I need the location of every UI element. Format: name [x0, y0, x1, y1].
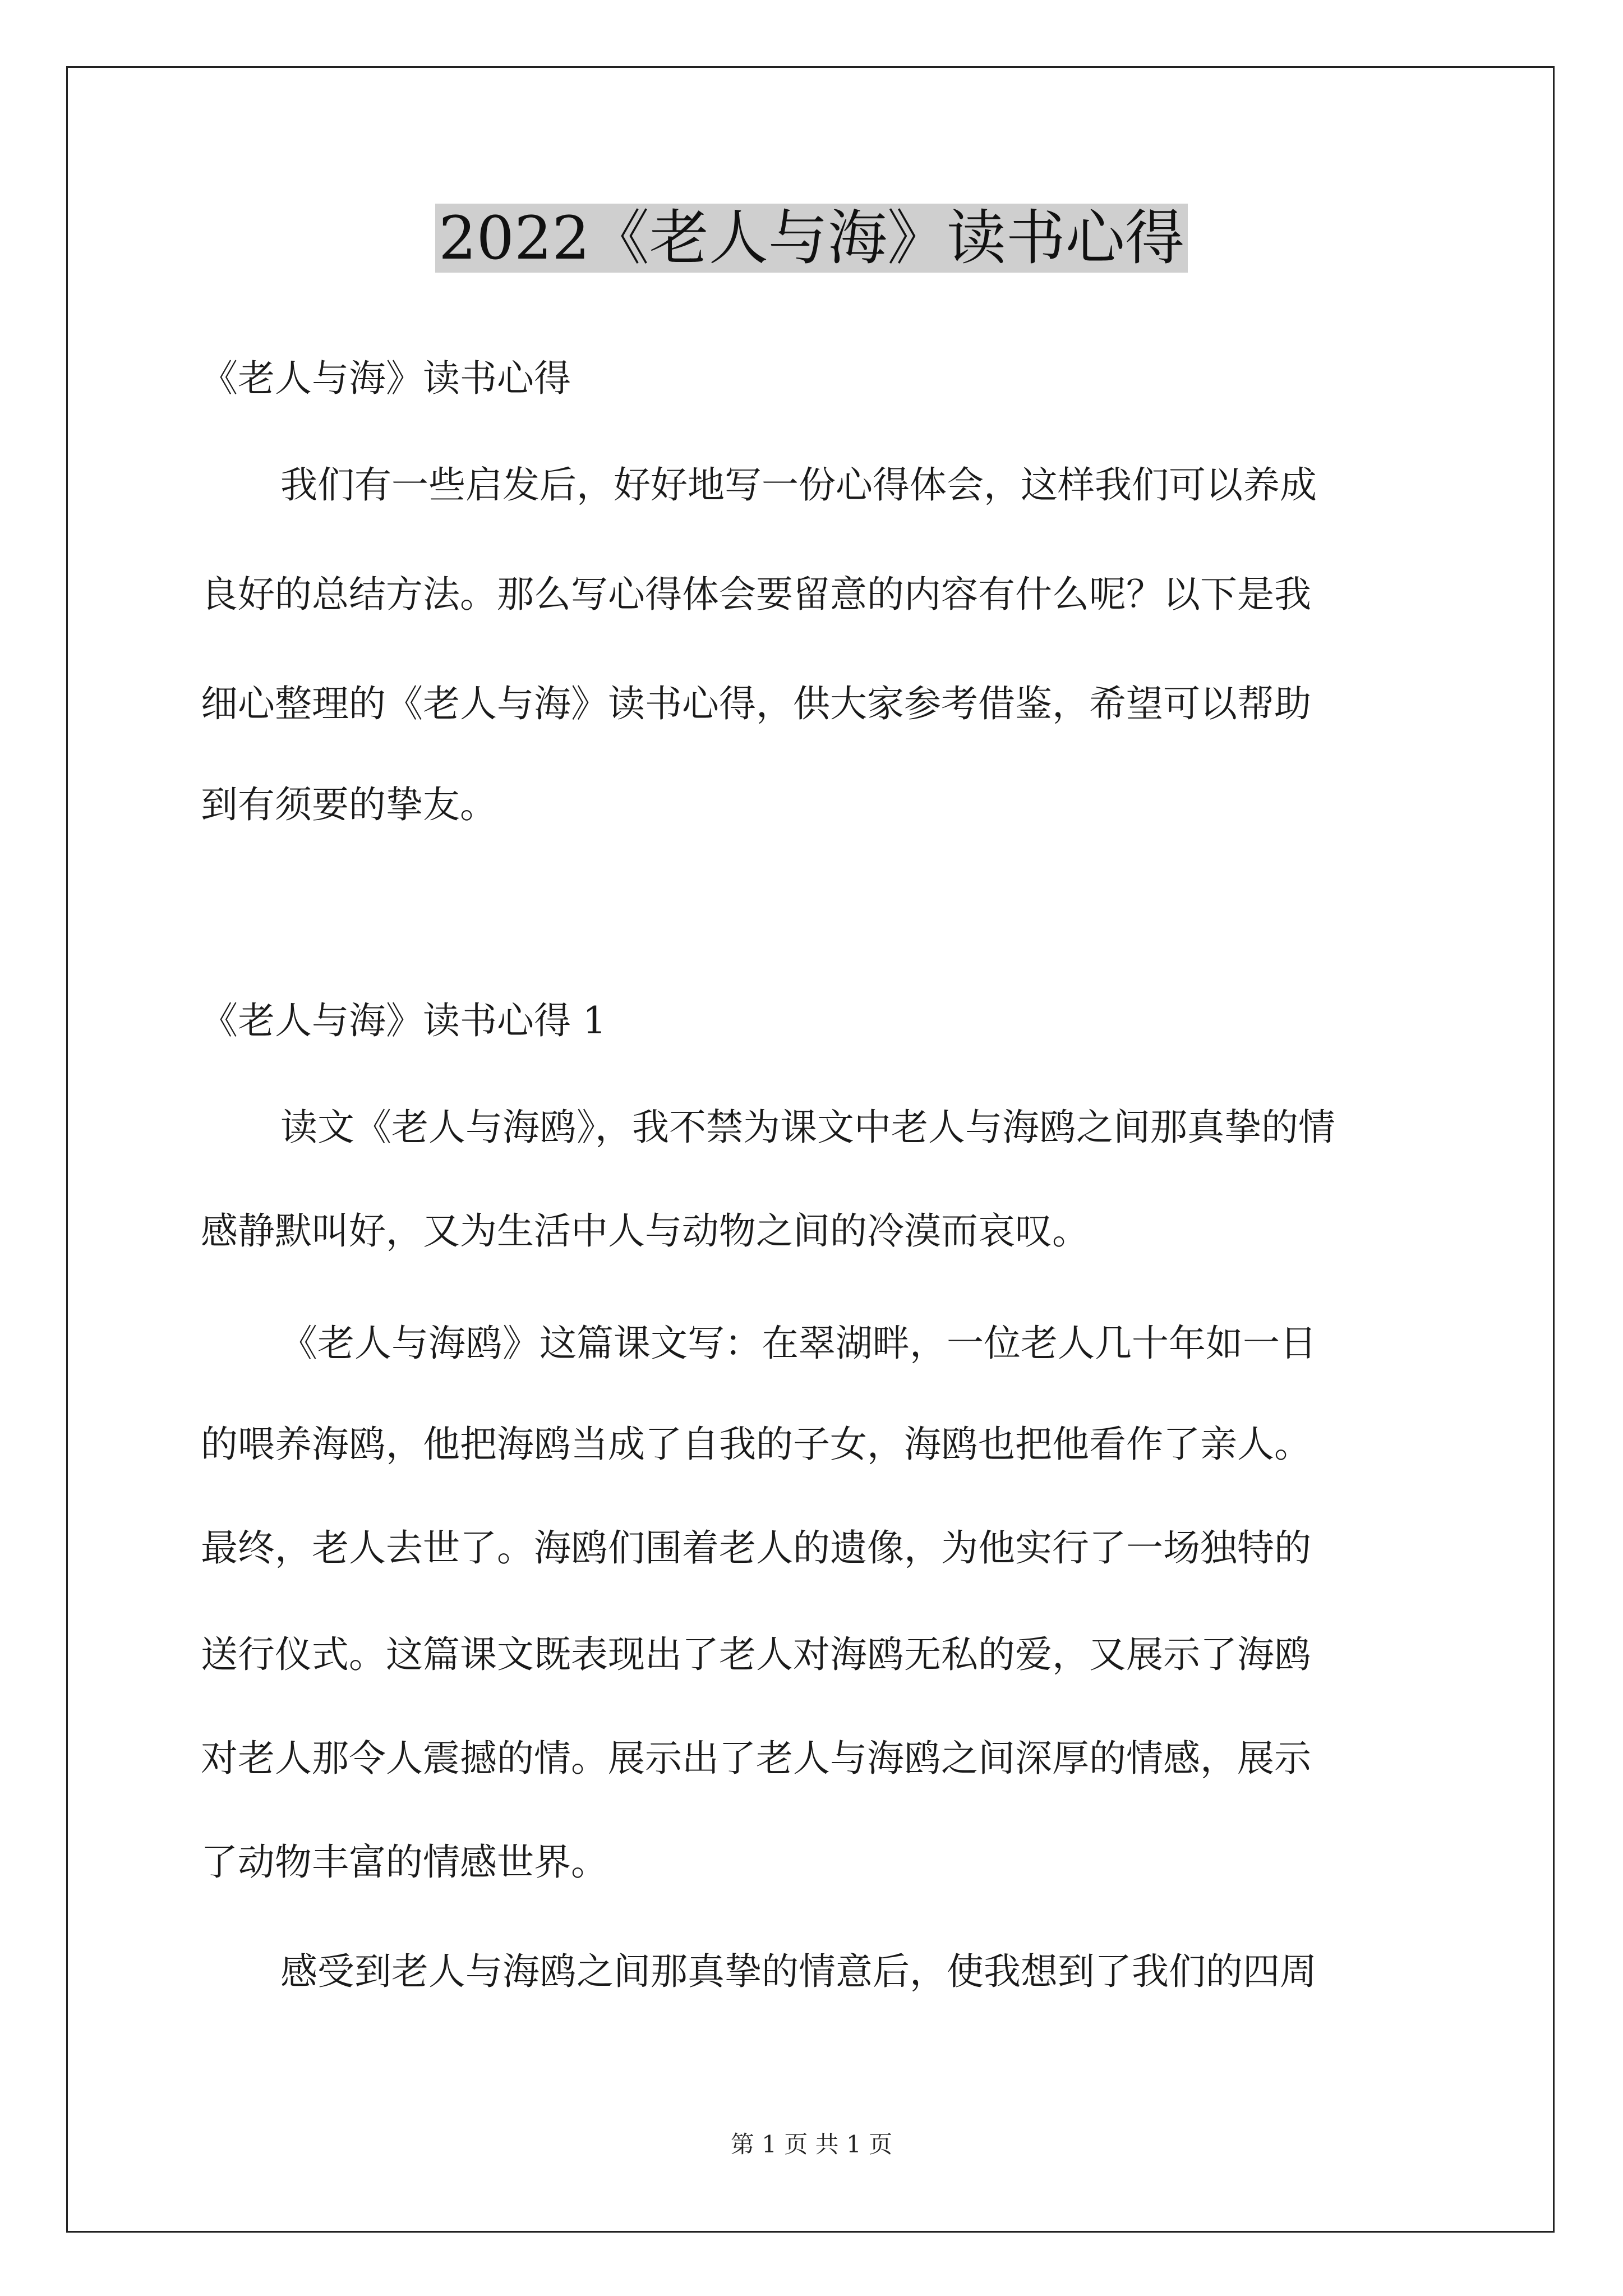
intro-line: 细心整理的《老人与海》读书心得，供大家参考借鉴，希望可以帮助 — [201, 682, 1311, 725]
intro-line: 到有须要的挚友。 — [201, 783, 497, 826]
paragraph-line: 感静默叫好，又为生活中人与动物之间的冷漠而哀叹。 — [201, 1209, 1089, 1253]
paragraph-line: 读文《老人与海鸥》，我不禁为课文中老人与海鸥之间那真挚的情 — [280, 1106, 1335, 1149]
intro-line: 良好的总结方法。那么写心得体会要留意的内容有什么呢？以下是我 — [201, 573, 1311, 616]
document-title-text: 2022《老人与海》读书心得 — [435, 204, 1188, 273]
paragraph-line: 最终，老人去世了。海鸥们围着老人的遗像，为他实行了一场独特的 — [201, 1526, 1311, 1570]
page-footer: 第 1 页 共 1 页 — [730, 2131, 893, 2158]
paragraph-line: 《老人与海鸥》这篇课文写：在翠湖畔，一位老人几十年如一日 — [280, 1322, 1317, 1365]
paragraph-line: 对老人那令人震撼的情。展示出了老人与海鸥之间深厚的情感，展示 — [201, 1737, 1311, 1780]
paragraph-line: 送行仪式。这篇课文既表现出了老人对海鸥无私的爱，又展示了海鸥 — [201, 1633, 1311, 1676]
section-heading: 《老人与海》读书心得 1 — [201, 999, 606, 1042]
document-title — [0, 199, 1623, 278]
intro-line: 我们有一些启发后，好好地写一份心得体会，这样我们可以养成 — [280, 463, 1317, 507]
intro-heading: 《老人与海》读书心得 — [201, 357, 571, 400]
paragraph-line: 的喂养海鸥，他把海鸥当成了自我的子女，海鸥也把他看作了亲人。 — [201, 1423, 1311, 1466]
paragraph-line: 感受到老人与海鸥之间那真挚的情意后，使我想到了我们的四周 — [280, 1950, 1317, 1993]
paragraph-line: 了动物丰富的情感世界。 — [201, 1841, 608, 1884]
